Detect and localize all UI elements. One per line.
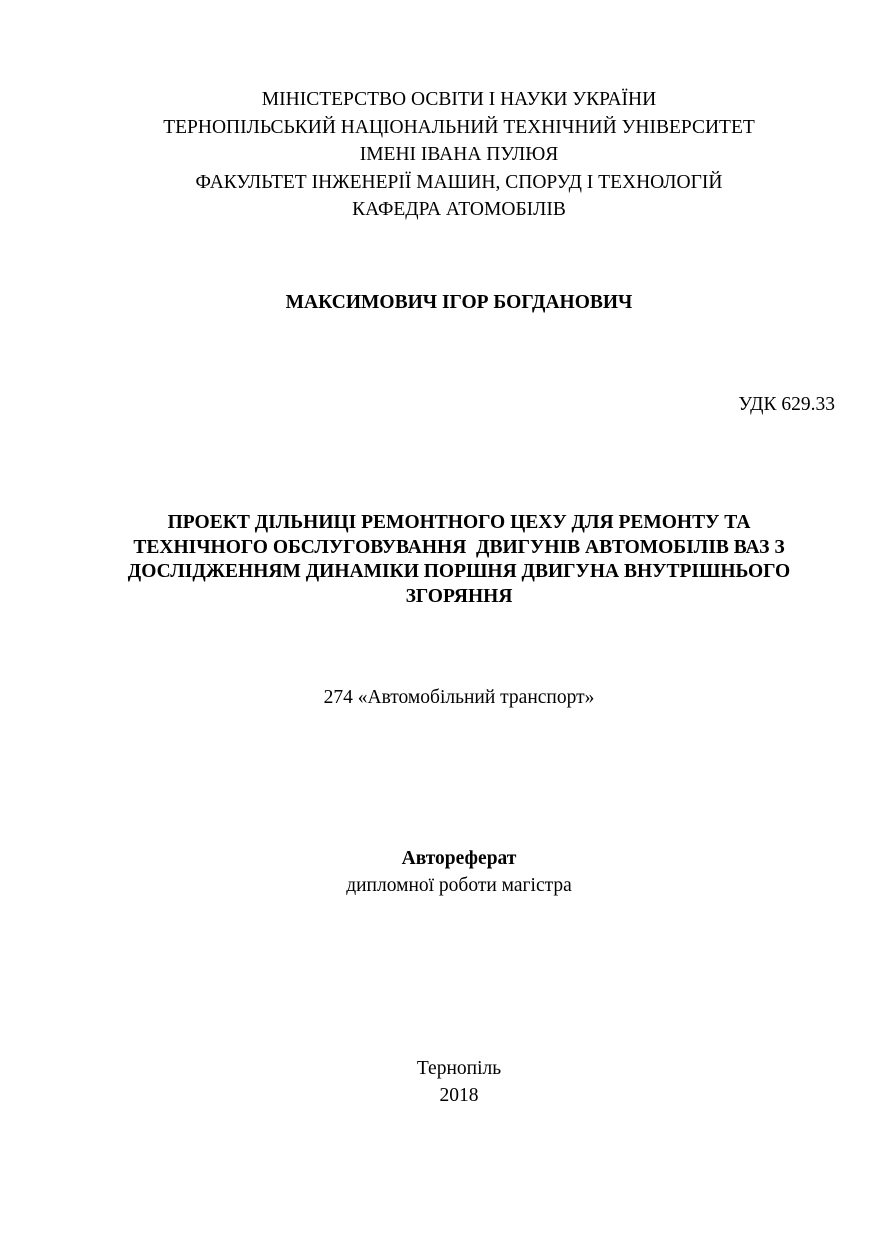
- document-type-title: Автореферат: [401, 848, 517, 869]
- university-name-line: ІМЕНІ ІВАНА ПУЛЮЯ: [359, 144, 559, 165]
- udk-code: УДК 629.33: [738, 394, 835, 415]
- document-type-subtitle: дипломної роботи магістра: [346, 875, 572, 896]
- department-line: КАФЕДРА АТОМОБІЛІВ: [352, 199, 566, 220]
- thesis-title-line: ТЕХНІЧНОГО ОБСЛУГОВУВАННЯ ДВИГУНІВ АВТОМОБІЛІВ ВАЗ З: [133, 536, 785, 558]
- thesis-title-line: ЗГОРЯННЯ: [405, 585, 513, 607]
- university-line: ТЕРНОПІЛЬСЬКИЙ НАЦІОНАЛЬНИЙ ТЕХНІЧНИЙ УНІВЕРСИТЕТ: [163, 116, 755, 138]
- institution-header: [0, 86, 877, 224]
- footer: [0, 1055, 877, 1109]
- footer-city: Тернопіль: [416, 1058, 502, 1079]
- thesis-title-line: ДОСЛІДЖЕННЯМ ДИНАМІКИ ПОРШНЯ ДВИГУНА ВНУТРІШНЬОГО: [127, 561, 791, 582]
- document-type: [0, 845, 877, 899]
- faculty-line: ФАКУЛЬТЕТ ІНЖЕНЕРІЇ МАШИН, СПОРУД І ТЕХНОЛОГІЙ: [195, 171, 723, 193]
- author-name: МАКСИМОВИЧ ІГОР БОГДАНОВИЧ: [285, 292, 633, 313]
- ministry-line: МІНІСТЕРСТВО ОСВІТИ І НАУКИ УКРАЇНИ: [261, 89, 657, 110]
- thesis-title-line: ПРОЕКТ ДІЛЬНИЦІ РЕМОНТНОГО ЦЕХУ ДЛЯ РЕМОНТУ ТА: [167, 512, 751, 533]
- footer-year: 2018: [439, 1085, 479, 1106]
- specialty: 274 «Автомобільний транспорт»: [323, 687, 595, 708]
- thesis-title: [0, 511, 877, 609]
